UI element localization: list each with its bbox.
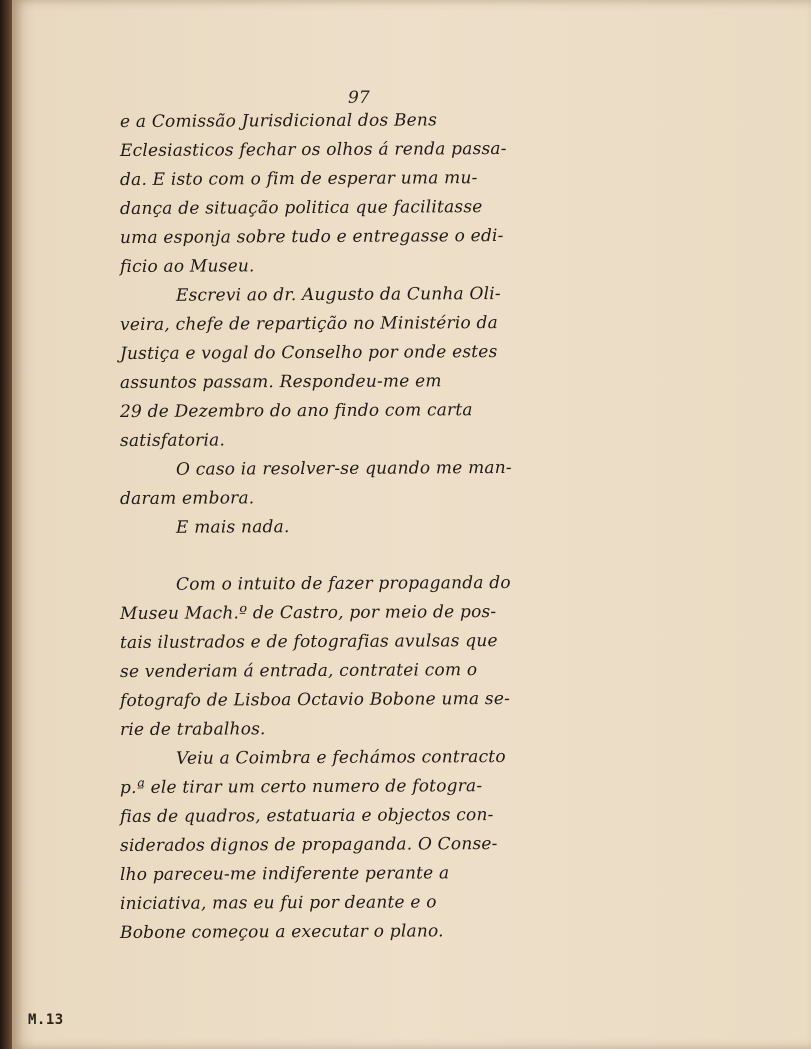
text-line: e a Comissão Jurisdicional dos Bens — [119, 110, 438, 132]
text-line: p.ª ele tirar um certo numero de fotogra- — [119, 776, 483, 798]
text-line: Escrevi ao dr. Augusto da Cunha Oli- — [175, 284, 501, 306]
text-line: dança de situação politica que facilitasse — [119, 197, 483, 219]
text-line: E mais nada. — [175, 517, 290, 538]
text-line: Eclesiasticos fechar os olhos á renda passa- — [119, 138, 507, 161]
text-line: lho pareceu-me indiferente perante a — [119, 863, 450, 885]
text-line: ficio ao Museu. — [119, 256, 255, 277]
paragraph — [120, 514, 615, 543]
paragraph — [120, 108, 615, 282]
text-line: tais ilustrados e de fotografias avulsas que — [119, 631, 498, 653]
paragraph — [120, 456, 615, 514]
paragraph-gap — [120, 543, 615, 571]
paragraph — [120, 282, 615, 456]
text-line: iniciativa, mas eu fui por deante e o — [119, 892, 437, 914]
page-number: 97 — [348, 88, 370, 108]
paragraph — [120, 571, 615, 745]
text-line: Museu Mach.º de Castro, por meio de pos- — [119, 602, 497, 624]
manuscript-page — [12, 0, 811, 1049]
text-line: Veiu a Coimbra e fechámos contracto — [175, 746, 506, 769]
text-line: siderados dignos de propaganda. O Conse- — [119, 834, 498, 856]
text-line: Bobone começou a executar o plano. — [119, 921, 444, 943]
book-binding — [0, 0, 12, 1049]
text-line: O caso ia resolver-se quando me man- — [175, 457, 512, 480]
handwritten-text — [120, 108, 615, 948]
archive-mark: M.13 — [28, 1012, 64, 1028]
text-line: se venderiam á entrada, contratei com o — [119, 660, 478, 682]
text-line: fotografo de Lisboa Octavio Bobone uma se- — [119, 688, 511, 711]
text-line: Justiça e vogal do Conselho por onde estes — [119, 342, 498, 364]
text-line: fias de quadros, estatuaria e objectos con- — [119, 805, 494, 827]
text-line: veira, chefe de repartição no Ministério da — [119, 313, 498, 335]
text-line: assuntos passam. Respondeu-me em — [119, 371, 442, 393]
text-line: da. E isto com o fim de esperar uma mu- — [119, 168, 478, 190]
text-line: rie de trabalhos. — [119, 719, 266, 740]
paragraph — [120, 745, 615, 948]
text-line: 29 de Dezembro do ano findo com carta — [119, 400, 473, 422]
text-line: satisfatoria. — [119, 430, 226, 451]
text-line: uma esponja sobre tudo e entregasse o edi- — [119, 225, 504, 248]
text-line: Com o intuito de fazer propaganda do — [175, 572, 511, 595]
text-line: daram embora. — [119, 488, 255, 509]
